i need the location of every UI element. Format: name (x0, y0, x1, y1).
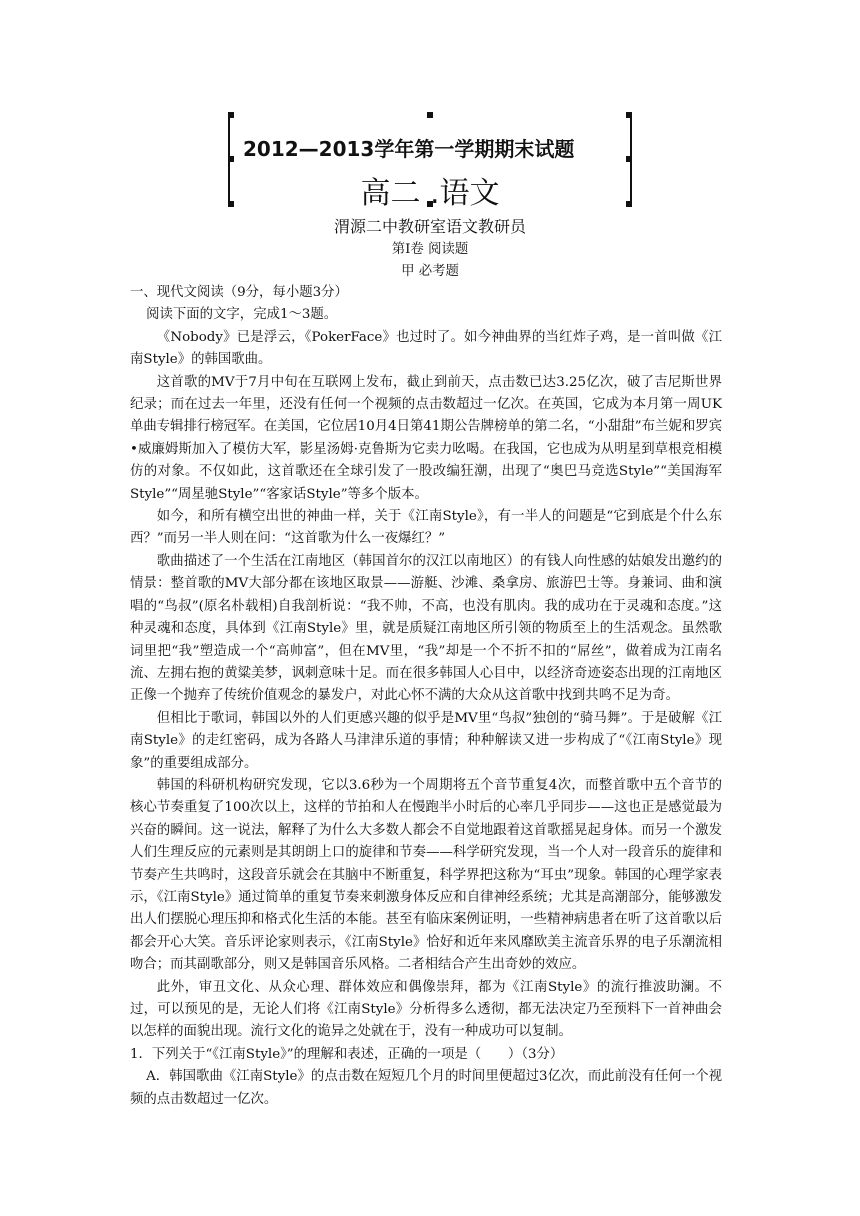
frame-handle (228, 156, 234, 162)
frame-handle (228, 201, 234, 207)
paragraph: 歌曲描述了一个生活在江南地区（韩国首尔的汉江以南地区）的有钱人向性感的姑娘发出邀约的情景：整首歌的MV大部分都在该地区取景——游艇、沙滩、桑拿房、旅游巴士等。身兼词、曲和演唱的“鸟叔”(原名朴载相)自我剖析说：“我不帅，不高，也没有肌肉。我的成功在于灵魂和态度。”这种灵魂和态度，具体到《江南Style》里，就是质疑江南地区所引领的物质至上的生活观念。虽然歌词里把“我”塑造成一个“高帅富”，但在MV里，“我”却是一个不折不扣的“屌丝”，做着成为江南名流、左拥右抱的黄粱美梦，讽刺意味十足。而在很多韩国人心目中，以经济奇迹姿态出现的江南地区正像一个抛弃了传统价值观念的暴发户，对此心怀不满的大众从这首歌中找到共鸣不足为奇。 (130, 553, 722, 704)
part-title: 甲 必考题 (401, 264, 459, 279)
option-a: A．韩国歌曲《江南Style》的点击数在短短几个月的时间里便超过3亿次，而此前没有任何一个视频的点击数超过一亿次。 (130, 1069, 722, 1107)
frame-handle (228, 112, 234, 118)
subject-title: 高二 .语文 (360, 176, 500, 211)
paragraph: 如今，和所有横空出世的神曲一样，关于《江南Style》，有一半人的问题是“它到底是个什么东西？”而另一半人则在问：“这首歌为什么一夜爆红？” (130, 509, 722, 547)
document-body (130, 282, 722, 1111)
paragraph: 但相比于歌词，韩国以外的人们更感兴趣的似乎是MV里“鸟叔”独创的“骑马舞”。于是破解《江南Style》的走红密码，成为各路人马津津乐道的事情；种种解读又进一步构成了“《江南Style》现象”的重要组成部分。 (130, 710, 722, 771)
exam-title: 2012—2013学年第一学期期末试题 (243, 137, 575, 161)
paragraph: 这首歌的MV于7月中旬在互联网上发布，截止到前天，点击数已达3.25亿次，破了吉尼斯世界纪录；而在过去一年里，还没有任何一个视频的点击数超过一亿次。在英国，它成为本月第一周UK单曲专辑排行榜冠军。在美国，它位居10月4日第41期公告牌榜单的第二名，“小甜甜”布兰妮和罗宾•威廉姆斯加入了模仿大军，影星汤姆·克鲁斯为它卖力吆喝。在我国，它也成为从明星到草根竞相模仿的对象。不仅如此，这首歌还在全球引发了一股改编狂潮，出现了“奥巴马竞选Style”“美国海军Style”“周星驰Style”“客家话Style”等多个版本。 (130, 374, 722, 502)
frame-handle (626, 201, 632, 207)
question: 1．下列关于“《江南Style》”的理解和表述，正确的一项是（ ）（3分） (130, 1046, 564, 1062)
frame-handle (626, 112, 632, 118)
paragraph: 此外，审丑文化、从众心理、群体效应和偶像崇拜，都为《江南Style》的流行推波助澜。不过，可以预见的是，无论人们将《江南Style》分析得多么透彻，都无法决定乃至预料下一首神曲会以怎样的面貌出现。流行文化的诡异之处就在于，没有一种成功可以复制。 (130, 979, 722, 1040)
paragraph: 《Nobody》已是浮云，《PokerFace》也过时了。如今神曲界的当红炸子鸡，是一首叫做《江南Style》的韩国歌曲。 (130, 329, 722, 368)
frame-handle (626, 156, 632, 162)
paragraph: 韩国的科研机构研究发现，它以3.6秒为一个周期将五个音节重复4次，而整首歌中五个音节的核心节奏重复了100次以上，这样的节拍和人在慢跑半小时后的心率几乎同步——这也正是感觉最为兴奋的瞬间。这一说法，解释了为什么大多数人都会不自觉地跟着这首歌摇晃起身体。而另一个激发人们生理反应的元素则是其朗朗上口的旋律和节奏——科学研究发现，当一个人对一段音乐的旋律和节奏产生共鸣时，这段音乐就会在其脑中不断重复，科学界把这称为“耳虫”现象。韩国的心理学家表示，《江南Style》通过简单的重复节奏来刺激身体反应和自律神经系统；尤其是高潮部分，能够激发出人们摆脱心理压抑和格式化生活的本能。甚至有临床案例证明，一些精神病患者在听了这首歌以后都会开心大笑。音乐评论家则表示，《江南Style》恰好和近年来风靡欧美主流音乐界的电子乐潮流相吻合；而其副歌部分，则又是韩国音乐风格。二者相结合产生出奇妙的效应。 (130, 777, 722, 973)
instruction: 阅读下面的文字，完成1～3题。 (146, 307, 338, 323)
author-line: 渭源二中教研室语文教研员 (333, 217, 526, 236)
frame-handle (427, 112, 433, 118)
volume-title: 第Ⅰ卷 阅读题 (391, 242, 469, 257)
section-title: 一、现代文阅读（9分，每小题3分） (130, 285, 348, 300)
